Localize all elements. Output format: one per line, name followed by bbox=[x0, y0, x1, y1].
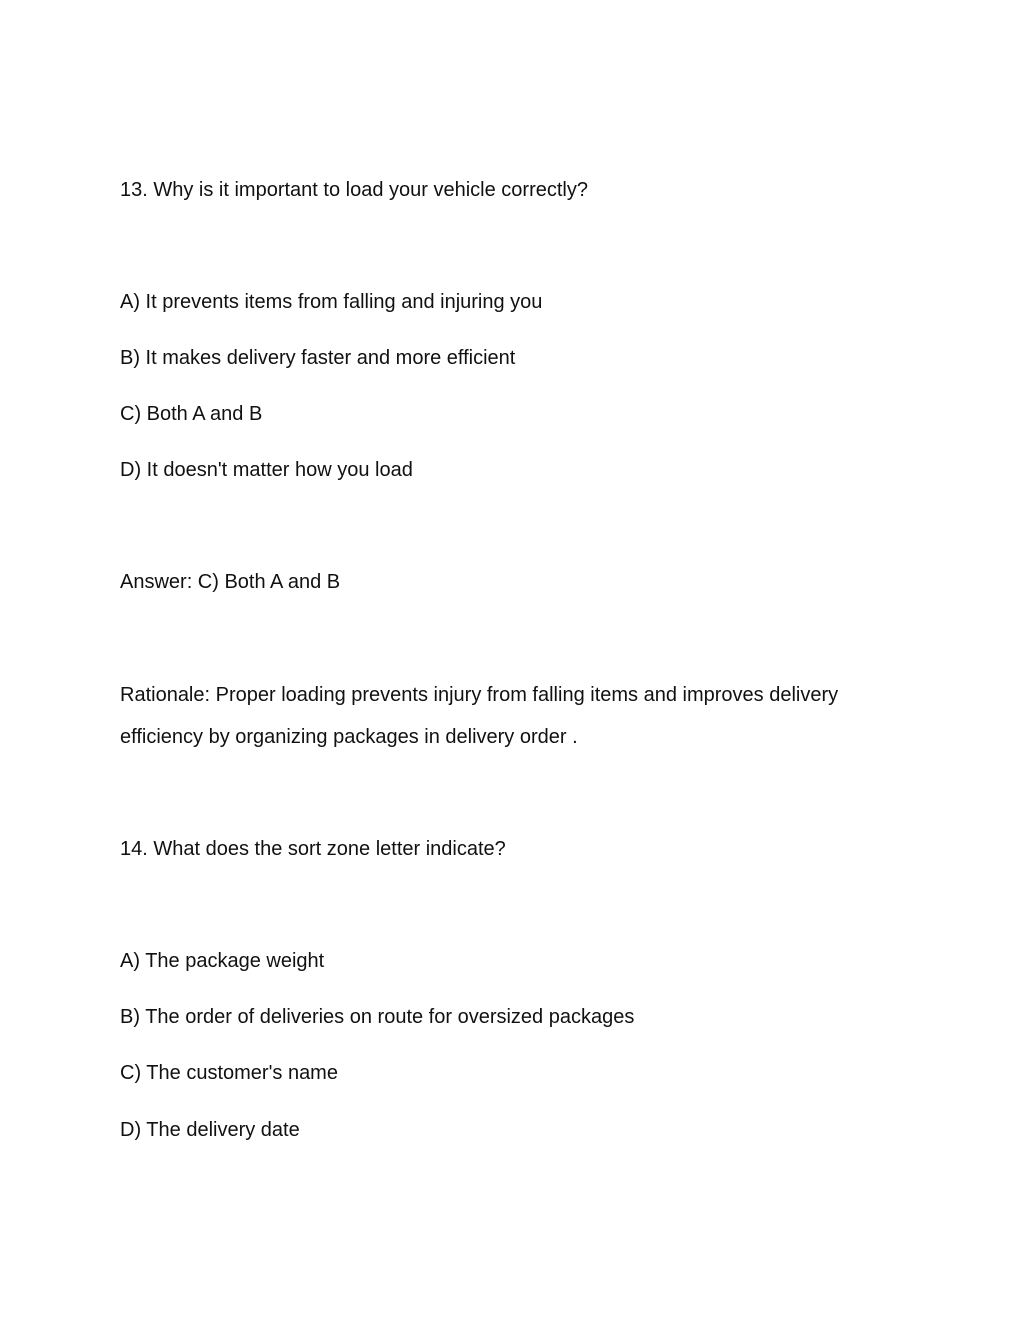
question-14-option-c: C) The customer's name bbox=[120, 1062, 338, 1084]
question-14-text: 14. What does the sort zone letter indicate? bbox=[120, 838, 506, 860]
question-13-rationale-line-2: efficiency by organizing packages in delivery order . bbox=[120, 726, 578, 748]
question-14-option-b: B) The order of deliveries on route for oversized packages bbox=[120, 1006, 635, 1028]
question-13-answer: Answer: C) Both A and B bbox=[120, 571, 341, 593]
question-14-option-a: A) The package weight bbox=[120, 950, 325, 972]
question-13-option-c: C) Both A and B bbox=[120, 403, 263, 425]
question-13-option-a: A) It prevents items from falling and injuring you bbox=[120, 291, 543, 313]
question-14-option-d: D) The delivery date bbox=[120, 1119, 300, 1141]
question-13-rationale-line-1: Rationale: Proper loading prevents injury from falling items and improves delivery bbox=[120, 684, 839, 706]
question-13-option-d: D) It doesn't matter how you load bbox=[120, 459, 413, 481]
question-13-option-b: B) It makes delivery faster and more efficient bbox=[120, 347, 516, 369]
question-13-text: 13. Why is it important to load your vehicle correctly? bbox=[120, 179, 588, 201]
